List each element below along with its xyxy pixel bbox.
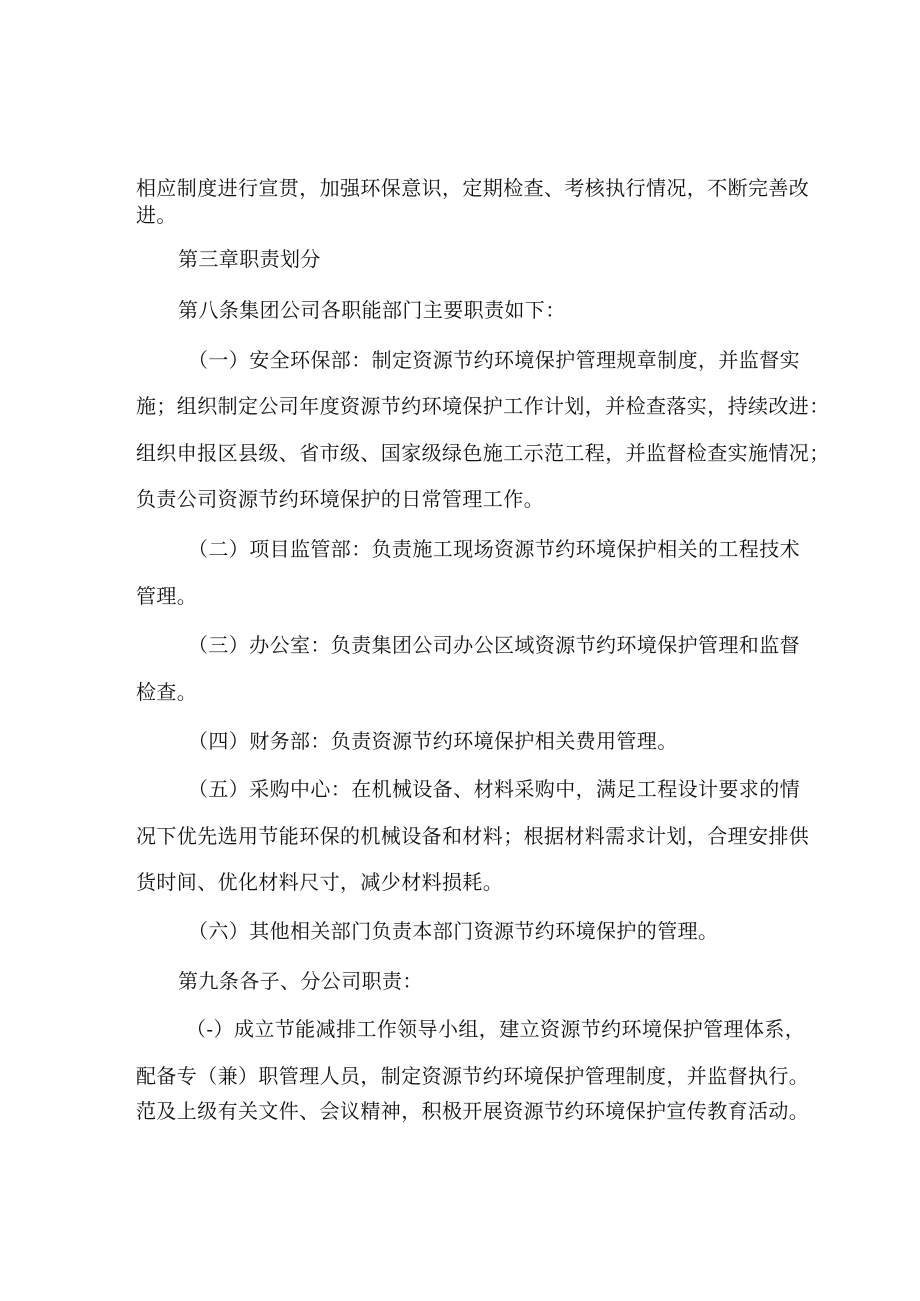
body-text-line: 进。 xyxy=(136,203,177,227)
body-text-line: 相应制度进行宣贯，加强环保意识，定期检查、考核执行情况，不断完善改 xyxy=(136,176,810,200)
body-text-line: （五）采购中心：在机械设备、材料采购中，满足工程设计要求的情 xyxy=(188,777,800,801)
article-heading: 第八条集团公司各职能部门主要职责如下： xyxy=(178,298,566,322)
article-heading: 第九条各子、分公司职责： xyxy=(178,969,423,993)
body-text-line: （二）项目监管部：负责施工现场资源节约环境保护相关的工程技术 xyxy=(188,537,800,561)
body-text-line: （一）安全环保部：制定资源节约环境保护管理规章制度，并监督实 xyxy=(188,348,800,372)
body-text-line: 施；组织制定公司年度资源节约环境保护工作计划，并检查落实，持续改进： xyxy=(136,394,830,418)
body-text-line: 范及上级有关文件、会议精神，积极开展资源节约环境保护宣传教育活动。 xyxy=(136,1099,810,1123)
body-text-line: 检查。 xyxy=(136,680,198,704)
body-text-line: （六）其他相关部门负责本部门资源节约环境保护的管理。 xyxy=(188,919,719,943)
body-text-line: 负责公司资源节约环境保护的日常管理工作。 xyxy=(136,487,544,511)
body-text-line: （四）财务部：负责资源节约环境保护相关费用管理。 xyxy=(188,729,678,753)
chapter-heading: 第三章职责划分 xyxy=(178,247,321,271)
body-text-line: 管理。 xyxy=(136,584,198,608)
body-text-line: 配备专（兼）职管理人员，制定资源节约环境保护管理制度，并监督执行。 xyxy=(136,1064,810,1088)
body-text-line: 组织申报区县级、省市级、国家级绿色施工示范工程，并监督检查实施情况； xyxy=(136,441,830,465)
body-text-line: 况下优先选用节能环保的机械设备和材料；根据材料需求计划，合理安排供 xyxy=(136,824,810,848)
body-text-line: 货时间、优化材料尺寸，减少材料损耗。 xyxy=(136,870,504,894)
body-text-line: （-）成立节能减排工作领导小组，建立资源节约环境保护管理体系， xyxy=(186,1017,806,1041)
body-text-line: （三）办公室：负责集团公司办公区域资源节约环境保护管理和监督 xyxy=(188,633,800,657)
